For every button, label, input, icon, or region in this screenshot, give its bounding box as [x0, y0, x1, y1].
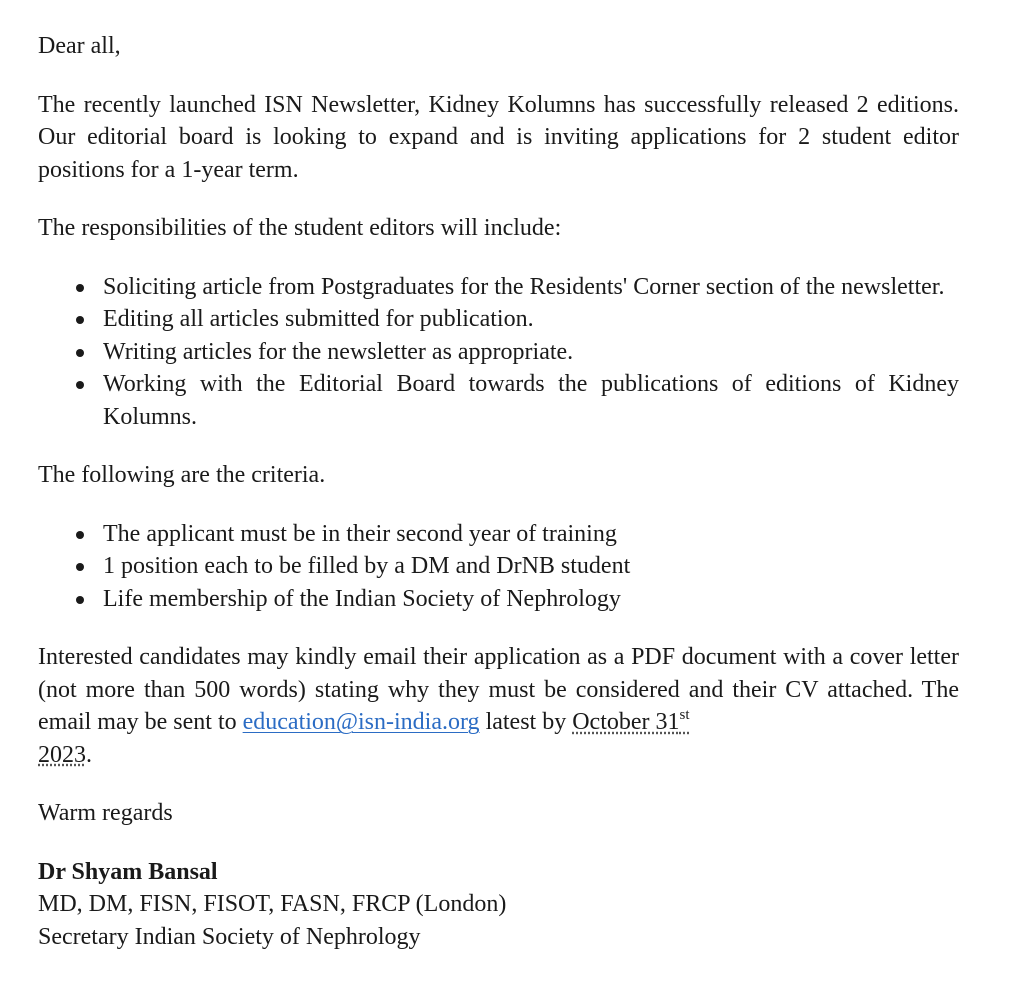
bullet-icon	[76, 563, 84, 571]
deadline-year: 2023	[38, 741, 86, 768]
signatory-name: Dr Shyam Bansal	[38, 858, 218, 885]
list-item: Working with the Editorial Board towards the publications of editions of Kidney Kolumns.	[103, 368, 959, 433]
signature-block	[38, 856, 959, 954]
responsibilities-heading: The responsibilities of the student editors will include:	[38, 215, 562, 241]
bullet-icon	[76, 596, 84, 604]
signatory-title: Secretary Indian Society of Nephrology	[38, 923, 421, 950]
bullet-icon	[76, 531, 84, 539]
bullet-icon	[76, 349, 84, 357]
intro-paragraph: The recently launched ISN Newsletter, Kidney Kolumns has successfully released 2 editions. Our editorial board is looking to expand and is inviting applications for 2 student editor positions for a 1-year term.	[38, 91, 959, 183]
greeting: Dear all,	[38, 33, 121, 59]
list-item: Writing articles for the newsletter as appropriate.	[103, 336, 959, 369]
list-item: Soliciting article from Postgraduates for the Residents' Corner section of the newsletter.	[103, 271, 959, 304]
bullet-icon	[76, 284, 84, 292]
letter-body	[38, 30, 959, 953]
responsibilities-list	[38, 271, 959, 434]
list-item: Editing all articles submitted for publication.	[103, 303, 959, 336]
list-item: The applicant must be in their second year of training	[103, 518, 959, 551]
list-item: Life membership of the Indian Society of Nephrology	[103, 583, 959, 616]
application-paragraph: Interested candidates may kindly email their application as a PDF document with a cover letter (not more than 500 words) stating why they must be considered and their CV attached. The email may be sent to education@isn-india.org latest by October 31st 2023.	[38, 644, 959, 768]
email-link[interactable]: education@isn-india.org	[242, 709, 480, 735]
deadline-date: October 31st	[572, 707, 690, 735]
signatory-credentials: MD, DM, FISN, FISOT, FASN, FRCP (London)	[38, 891, 507, 917]
criteria-heading: The following are the criteria.	[38, 462, 326, 488]
bullet-icon	[76, 316, 84, 324]
closing: Warm regards	[38, 800, 173, 826]
criteria-list	[38, 518, 959, 616]
bullet-icon	[76, 381, 84, 389]
list-item: 1 position each to be filled by a DM and DrNB student	[103, 550, 959, 583]
